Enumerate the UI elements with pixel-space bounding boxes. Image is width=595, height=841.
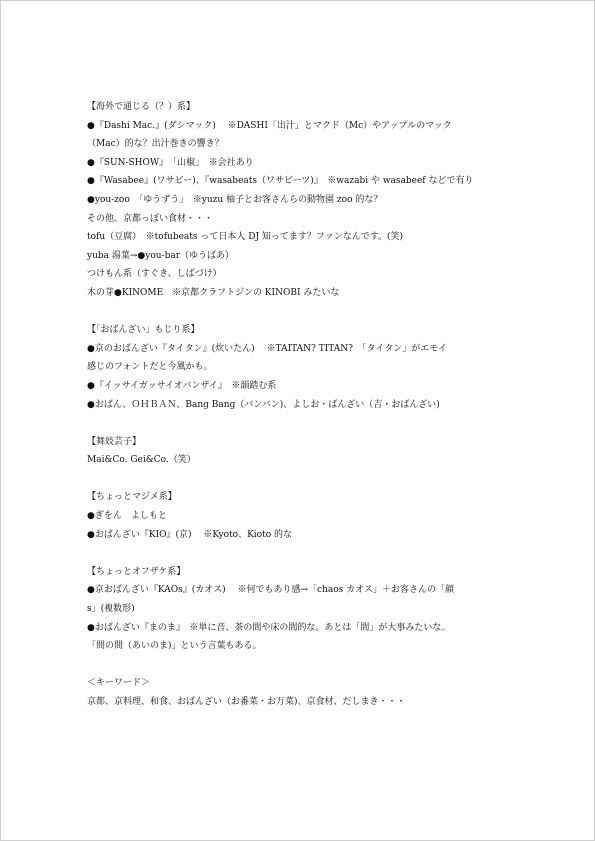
section-heading-keywords: ＜キーワード＞ [87, 678, 151, 689]
text-line: （Mac）的な？出汁巻きの響き？ [87, 139, 224, 150]
text-line: つけもん系（すぐき、しばづけ） [87, 269, 222, 280]
text-line: ●『Dashi Mac.』(ダシマック) ※DASHI「出汁」とマクド（Mc）やアップルのマック [87, 120, 452, 131]
text-line: ●ぎをん よしもと [87, 511, 167, 522]
text-line: 木の芽●KINOME ※京都クラフトジンの KINOBI みたいな [87, 287, 340, 298]
text-line: ●京のおばんざい『タイタン』(炊いたん) ※TAITAN? TITAN? 「タイタン」がエモイ [87, 343, 448, 354]
text-line: ●おばんざい『KIO』(京) ※Kyoto、Kioto 的な [87, 529, 292, 540]
text-line: 感じのフォントだと今風かも。 [87, 362, 213, 373]
blank-line [87, 470, 527, 489]
blank-line [87, 544, 527, 563]
text-line: その他、京都っぽい食材・・・ [87, 213, 214, 224]
blank-line [87, 303, 527, 322]
text-line: yuba 湯葉→●you-bar（ゆうばあ） [87, 250, 235, 261]
section-heading-playful: 【ちょっとオフザケ系】 [87, 566, 186, 577]
text-line: 「間の間（あいのま)」という言葉もある。 [87, 641, 262, 652]
text-line: ●おばん、ＯＨＢＡＮ、Bang Bang（バンバン)、よしお・ばんざい（吉・おばんざい) [87, 399, 440, 410]
text-line: ●you-zoo 「ゆうずう」 ※yuzu 柚子とお客さんらの動物園 zoo 的な？ [87, 194, 383, 205]
keywords-line: 京都、京料理、和食、おばんざい（お番菜・お万菜)、京食材、だしまき・・・ [87, 697, 406, 707]
section-heading-serious: 【ちょっとマジメ系】 [87, 492, 177, 503]
section-heading-maiko: 【舞妓芸子】 [87, 436, 142, 447]
text-line: ●『Wasabee』(ワサビー)、『wasabeats（ワサビーツ)』 ※wazabi や wasabeef などで有り [87, 176, 474, 187]
text-line: ●『イッサイガッサイオバンザイ』 ※韻踏む系 [87, 380, 277, 391]
text-line: ●『SUN-SHOW』 「山椒」 ※会社あり [87, 157, 254, 168]
text-line: s」(複数形) [87, 604, 135, 615]
document-body [87, 98, 527, 712]
text-line: tofu（豆腐） ※tofubeats って日本人 DJ 知ってます？ファンなんです。(笑) [87, 232, 404, 243]
blank-line [87, 414, 527, 433]
text-line: ●おばんざい『まのま』 ※単に音、茶の間や床の間的な。あとは「間」が大事みたいな。 [87, 622, 451, 633]
section-heading-overseas: 【海外で通じる（？）系】 [87, 102, 196, 112]
text-line: Mai&Co. Gei&Co.（笑） [87, 455, 196, 466]
section-heading-obanzai: 【「おばんざい」もじり系】 [87, 325, 200, 336]
blank-line [87, 656, 527, 675]
text-line: ●京おばんざい『KAOs』(カオス) ※何でもあり感→「chaos カオス」＋お客さんの「顔 [87, 585, 455, 596]
